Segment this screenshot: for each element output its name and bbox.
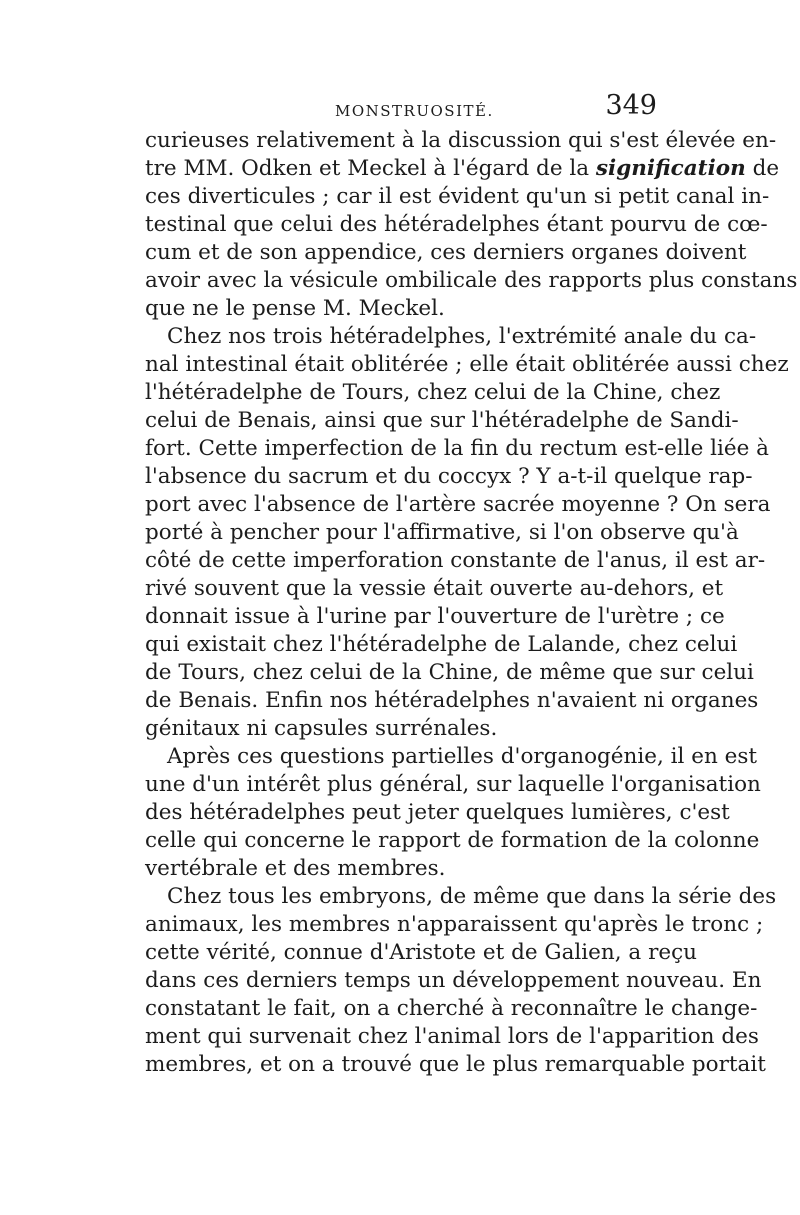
body-text <box>145 127 798 1079</box>
text-line: testinal que celui des hétéradelphes étant pourvu de cœ- <box>145 212 768 237</box>
text-line: Chez tous les embryons, de même que dans la série des <box>167 884 777 909</box>
text-line: cum et de son appendice, ces derniers organes doivent <box>145 240 747 265</box>
text-line: membres, et on a trouvé que le plus remarquable portait <box>145 1052 766 1077</box>
text-line: avoir avec la vésicule ombilicale des rapports plus constans <box>145 268 798 293</box>
text-line: porté à pencher pour l'affirmative, si l'on observe qu'à <box>145 520 739 545</box>
emphasized-word: signification <box>595 156 746 181</box>
text-line: qui existait chez l'hétéradelphe de Lalande, chez celui <box>145 632 738 657</box>
text-line: Chez nos trois hétéradelphes, l'extrémité anale du ca- <box>167 324 757 349</box>
text-line: Après ces questions partielles d'organogénie, il en est <box>167 744 758 769</box>
text-line: fort. Cette imperfection de la fin du rectum est-elle liée à <box>145 436 770 461</box>
page-header <box>145 88 657 128</box>
text-line: ment qui survenait chez l'animal lors de l'apparition des <box>145 1024 759 1049</box>
text-line: vertébrale et des membres. <box>145 856 446 881</box>
text-line: de Tours, chez celui de la Chine, de même que sur celui <box>145 660 754 685</box>
text-line-with-emphasis <box>145 155 780 183</box>
text-line: constatant le fait, on a cherché à reconnaître le change- <box>145 996 758 1021</box>
text-line: animaux, les membres n'apparaissent qu'après le tronc ; <box>145 912 764 937</box>
text-line: ces diverticules ; car il est évident qu'un si petit canal in- <box>145 184 770 209</box>
text-line: génitaux ni capsules surrénales. <box>145 716 498 741</box>
text-line: rivé souvent que la vessie était ouverte au-dehors, et <box>145 576 724 601</box>
text-line: curieuses relativement à la discussion qui s'est élevée en- <box>145 128 777 153</box>
text-line: nal intestinal était oblitérée ; elle était oblitérée aussi chez <box>145 352 789 377</box>
text-segment: tre MM. Odken et Meckel à l'égard de la <box>145 156 590 181</box>
text-line: une d'un intérêt plus général, sur laquelle l'organisation <box>145 772 761 797</box>
text-line: des hétéradelphes peut jeter quelques lumières, c'est <box>145 800 730 825</box>
text-segment: de <box>752 156 780 181</box>
text-line: donnait issue à l'urine par l'ouverture de l'urètre ; ce <box>145 604 725 629</box>
text-line: celle qui concerne le rapport de formation de la colonne <box>145 828 760 853</box>
text-line: celui de Benais, ainsi que sur l'hétéradelphe de Sandi- <box>145 408 739 433</box>
text-line: côté de cette imperforation constante de l'anus, il est ar- <box>145 548 766 573</box>
text-line: port avec l'absence de l'artère sacrée moyenne ? On sera <box>145 492 771 517</box>
text-line: dans ces derniers temps un développement nouveau. En <box>145 968 762 993</box>
text-line: cette vérité, connue d'Aristote et de Galien, a reçu <box>145 940 697 965</box>
text-line: l'absence du sacrum et du coccyx ? Y a-t-il quelque rap- <box>145 464 753 489</box>
text-line: que ne le pense M. Meckel. <box>145 296 445 321</box>
text-line: de Benais. Enfin nos hétéradelphes n'avaient ni organes <box>145 688 759 713</box>
text-line: l'hétéradelphe de Tours, chez celui de la Chine, chez <box>145 380 721 405</box>
page-number: 349 <box>605 90 657 121</box>
running-title: MONSTRUOSITÉ. <box>335 102 494 120</box>
